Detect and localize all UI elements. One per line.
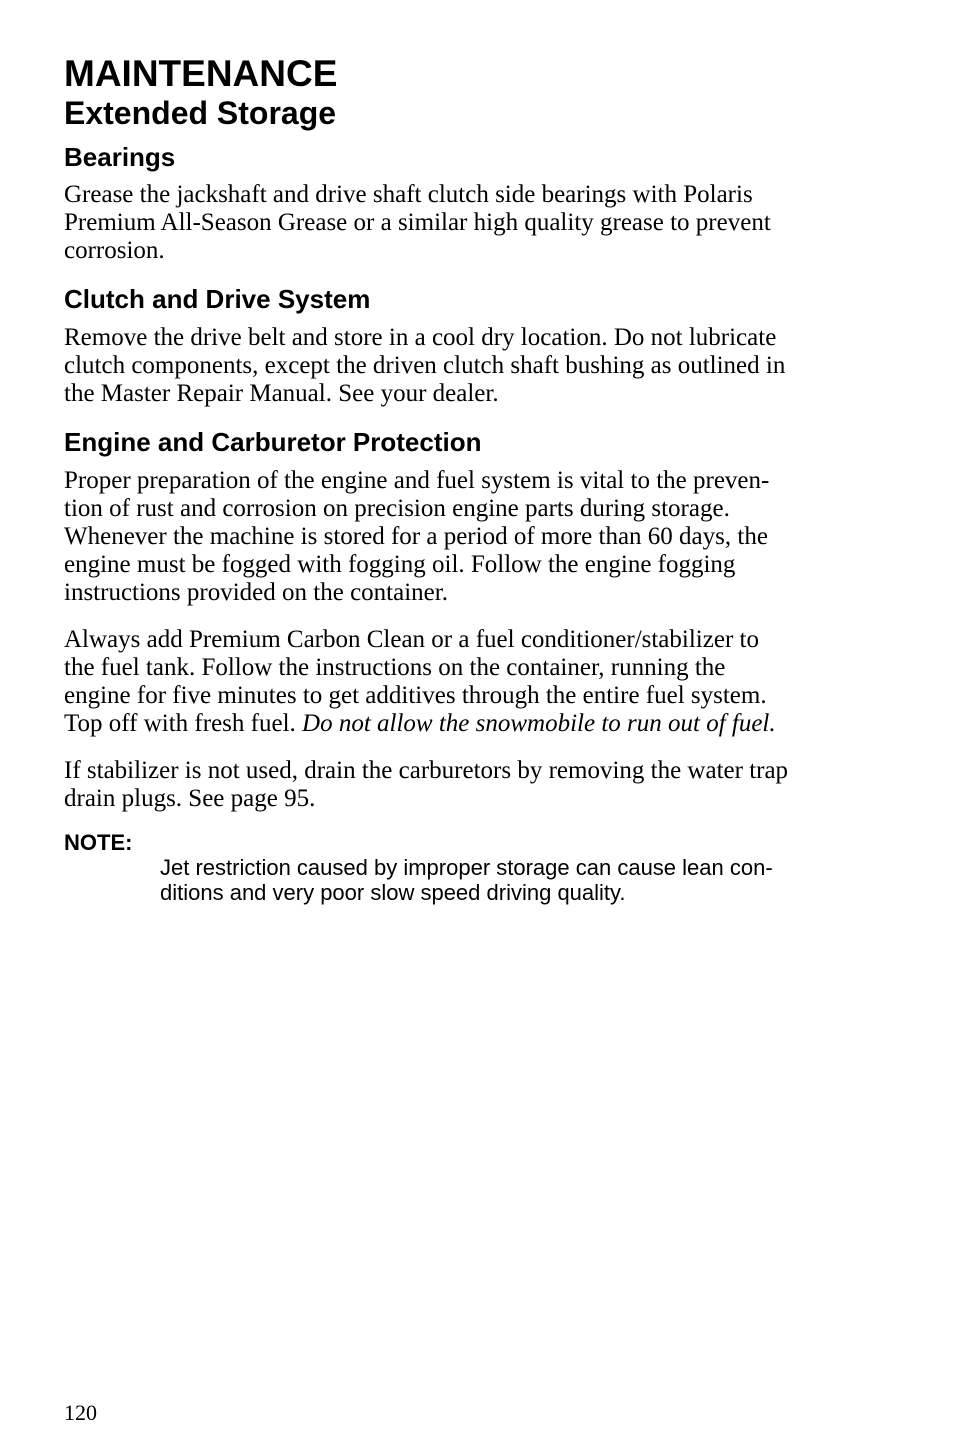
clutch-heading: Clutch and Drive System — [64, 284, 371, 314]
bearings-heading: Bearings — [64, 142, 176, 172]
page-content — [64, 52, 864, 905]
note-label: NOTE: — [64, 830, 133, 855]
engine-paragraph-2-emphasis: Do not allow the snowmobile to run out of fuel. — [302, 710, 776, 737]
engine-paragraph-2 — [64, 626, 864, 738]
bearings-paragraph: Grease the jackshaft and drive shaft clutch side bearings with Polaris Premium All-Season Grease or a similar high quality grease to prevent corrosion. — [64, 181, 771, 264]
note-text: Jet restriction caused by improper storage can cause lean con- ditions and very poor slow speed driving quality. — [160, 855, 773, 905]
page-number: 120 — [64, 1400, 97, 1425]
subsection-title: Extended Storage — [64, 95, 337, 131]
note-block — [64, 830, 864, 905]
engine-heading: Engine and Carburetor Protection — [64, 427, 482, 457]
engine-paragraph-2-text: Always add Premium Carbon Clean or a fuel conditioner/stabilizer to the fuel tank. Follow the instructions on the container, running the engine for five minutes to get additives through the entire fuel system. Top off with fresh fuel. — [64, 626, 767, 737]
engine-paragraph-3: If stabilizer is not used, drain the carburetors by removing the water trap drain plugs. See page 95. — [64, 757, 789, 812]
clutch-paragraph: Remove the drive belt and store in a cool dry location. Do not lubricate clutch components, except the driven clutch shaft bushing as outlined in the Master Repair Manual. See your dealer. — [64, 324, 786, 407]
section-title: MAINTENANCE — [64, 53, 338, 94]
engine-paragraph-1: Proper preparation of the engine and fuel system is vital to the preven- tion of rust and corrosion on precision engine parts during storage. Whenever the machine is stored for a period of more than 60 days, the engine must be fogged with fogging oil. Follow the engine fogging instructions provided on the container. — [64, 467, 770, 606]
